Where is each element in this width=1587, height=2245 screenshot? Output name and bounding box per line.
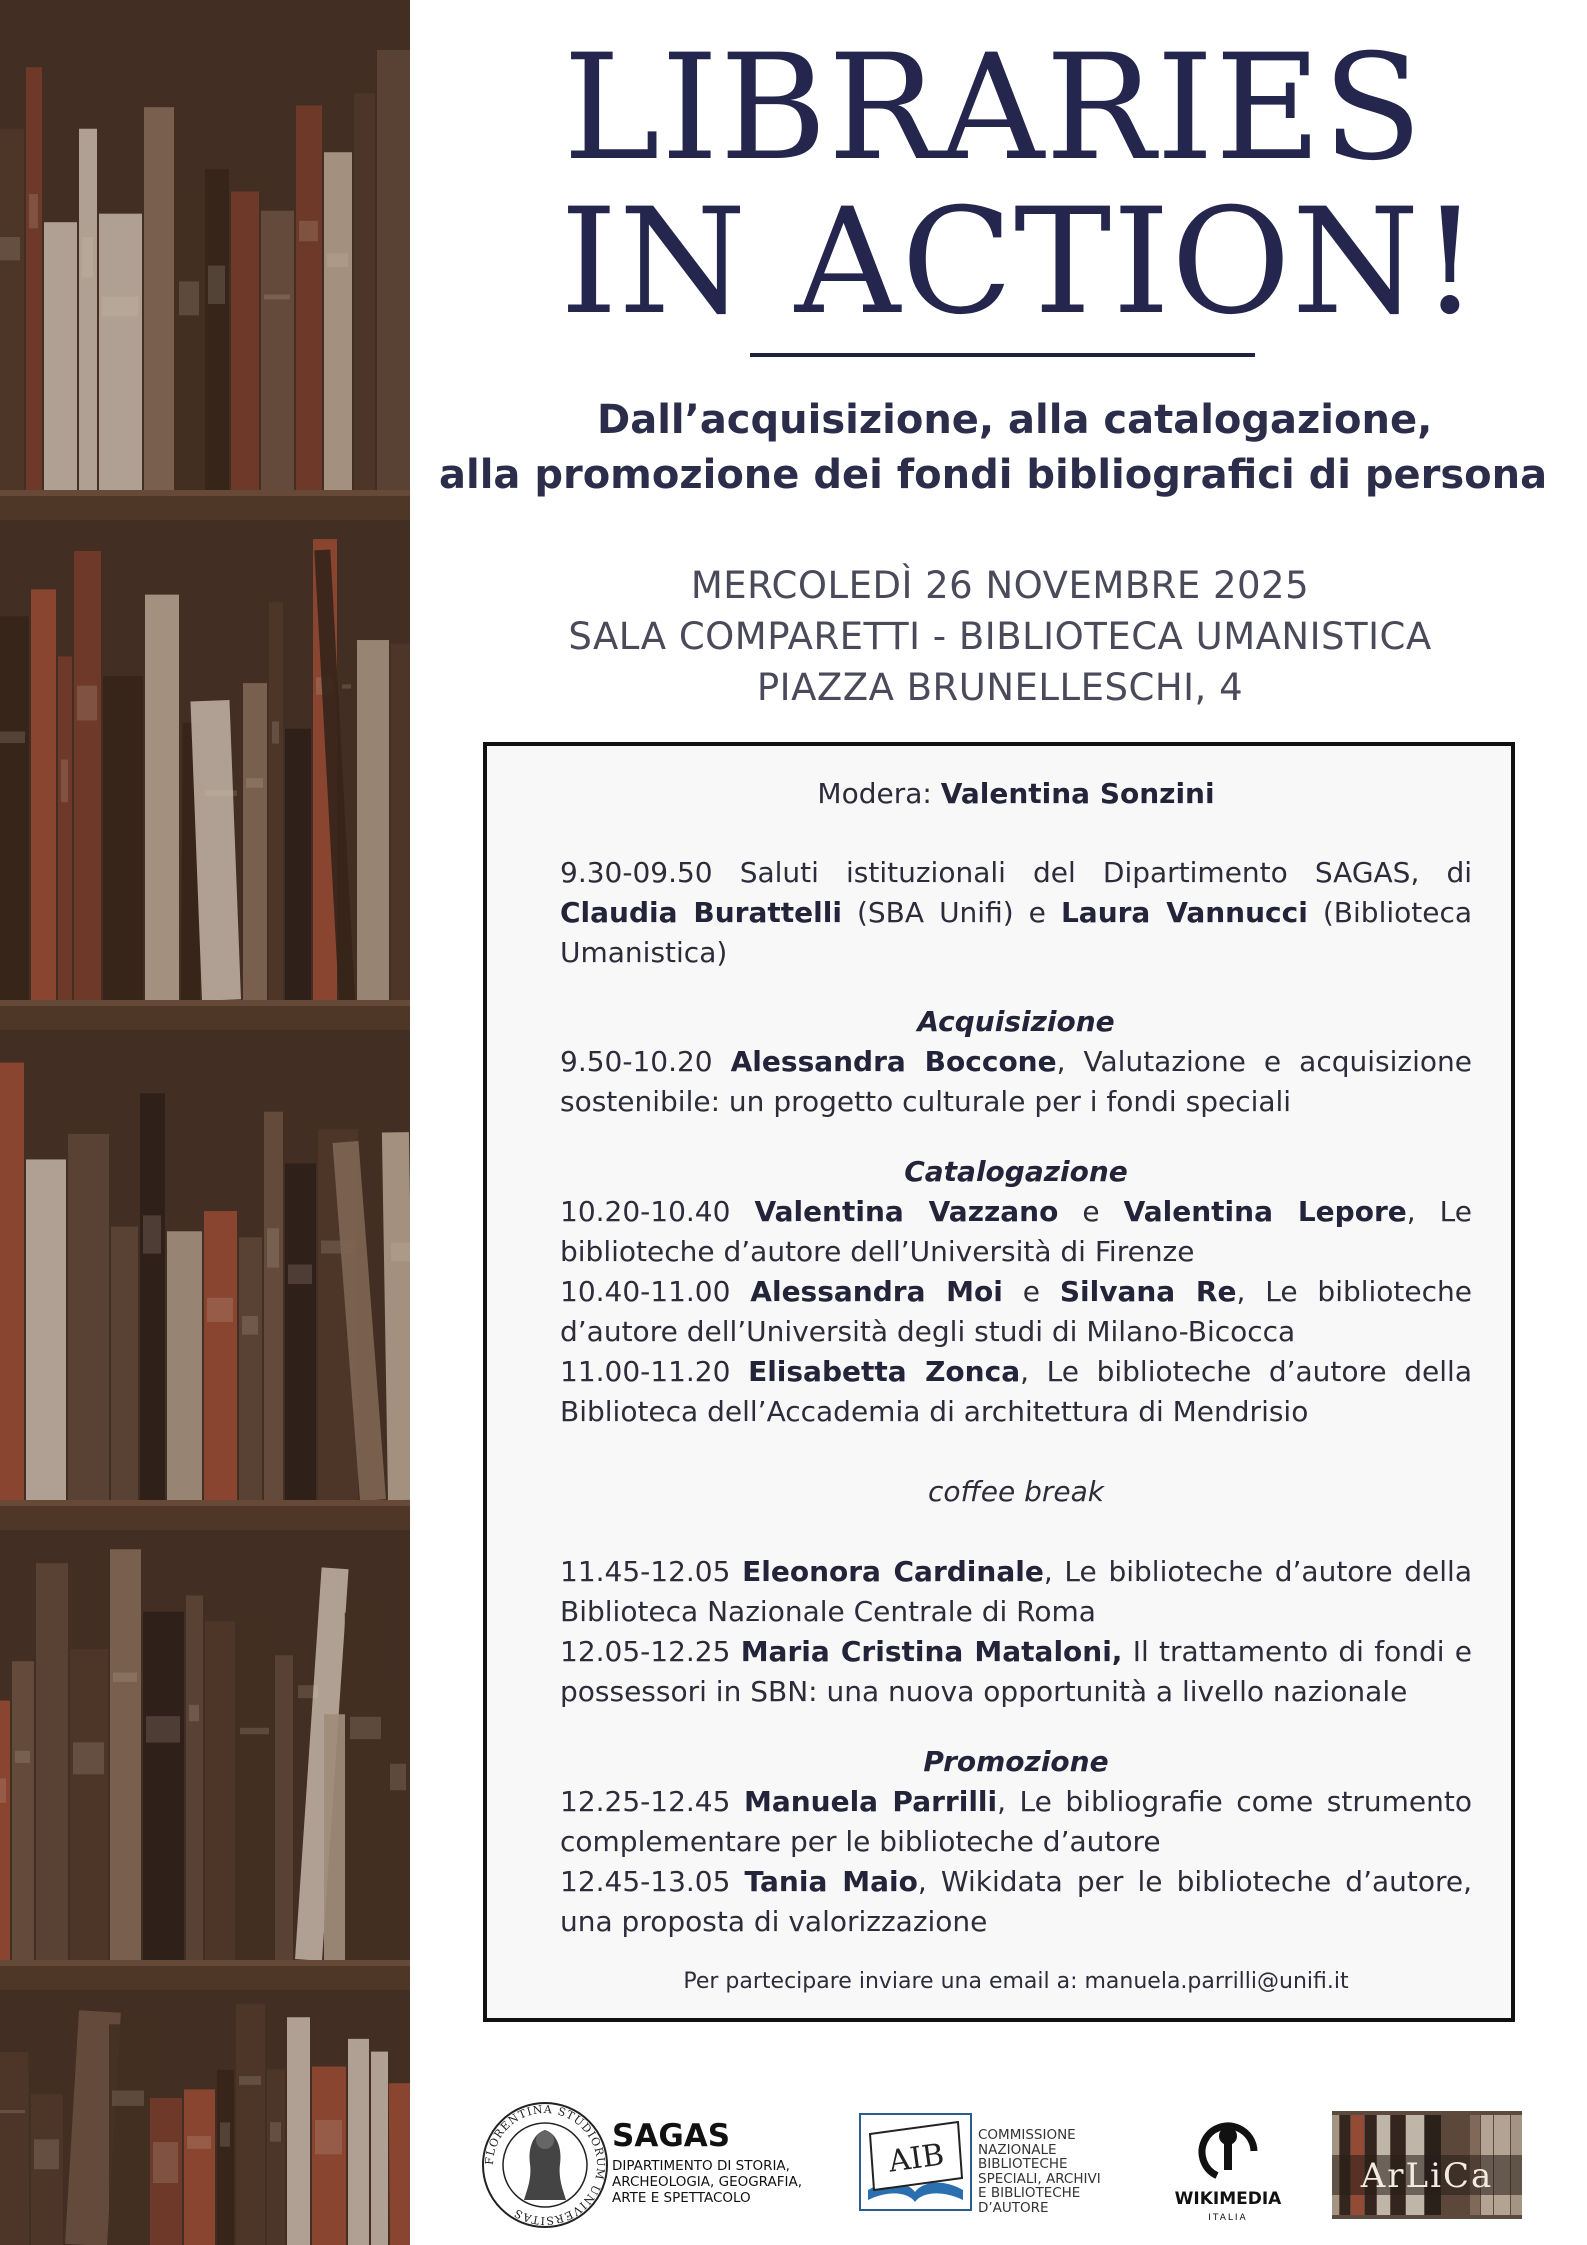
wikimedia-name: WIKIMEDIA [1174,2189,1282,2209]
talk-6-line-2: possessori in SBN: una nuova opportunità a livello nazionale [560,1675,1408,1708]
section-heading-acquisition: Acquisizione [917,1005,1115,1038]
talk-speaker: Alessandra Boccone [730,1045,1057,1078]
talk-4-line-1 [560,1352,1472,1392]
sagas-subtitle-line: DIPARTIMENTO DI STORIA, [612,2158,790,2174]
talk-text: , Le biblioteche d’autore della [1020,1355,1472,1388]
talk-7-line-2: complementare per le biblioteche d’autore [560,1825,1161,1858]
talk-text: , Le biblioteche [1236,1275,1473,1308]
moderator-label: Modera: [817,777,941,810]
talk-text: Il trattamento di fondi e [1122,1635,1472,1668]
talk-3-line-2: d’autore dell’Università degli studi di Milano-Bicocca [560,1315,1296,1348]
talk-8-line-2: una proposta di valorizzazione [560,1905,988,1938]
arlica-logo [1332,2111,1522,2219]
talk-time: 10.40-11.00 [560,1275,751,1308]
aib-text-line: BIBLIOTECHE [978,2156,1068,2172]
talk-text: , Le bibliografie come strumento [997,1785,1472,1818]
welcome-line-1 [560,853,1472,893]
sagas-logo-subtitle [612,2158,822,2206]
talk-time: 12.05-12.25 [560,1635,741,1668]
section-heading-promotion: Promozione [923,1745,1109,1778]
title-line-2: IN ACTION! [560,177,1481,347]
talk-text: e [1058,1195,1124,1228]
aib-text-line: D’AUTORE [978,2199,1049,2216]
event-venue: SALA COMPARETTI - BIBLIOTECA UMANISTICA [568,615,1432,658]
talk-5-line-2: Biblioteca Nazionale Centrale di Roma [560,1595,1096,1628]
aib-mark: AIB [886,2137,947,2180]
welcome-speaker-2: Laura Vannucci [1060,896,1308,929]
talk-7-line-1 [560,1782,1472,1822]
event-date: MERCOLEDÌ 26 NOVEMBRE 2025 [690,564,1310,607]
talk-speaker: Silvana Re [1059,1275,1237,1308]
welcome-text: (SBA Unifi) e [841,896,1061,929]
aib-text-line: SPECIALI, ARCHIVI [978,2170,1101,2187]
aib-text-line: NAZIONALE [978,2141,1057,2158]
arlica-name: ArLiCa [1360,2156,1494,2196]
unifi-seal-text: FLORENTINA STUDIORUM UNIVERSITAS [482,2102,608,2228]
talk-text: , Wikidata per le biblioteche d’autore, [917,1865,1473,1898]
program-box [483,742,1515,2022]
subtitle-line-1: Dall’acquisizione, alla catalogazione, [597,397,1433,443]
talk-speaker: Tania Maio [744,1865,918,1898]
talk-speaker: Elisabetta Zonca [748,1355,1021,1388]
coffee-break: coffee break [928,1475,1104,1508]
talk-5-line-1 [560,1552,1472,1592]
talk-6-line-1 [560,1632,1472,1672]
talk-time: 12.45-13.05 [560,1865,745,1898]
sagas-logo-title: SAGAS [612,2118,731,2154]
talk-time: 9.50-10.20 [560,1045,731,1078]
wikimedia-italia-logo [1168,2118,1288,2228]
talk-speaker: Valentina Lepore [1123,1195,1407,1228]
talk-8-line-1 [560,1862,1472,1902]
aib-logo-text [978,2128,1138,2215]
welcome-line-3: Umanistica) [560,936,728,969]
title-line-1: LIBRARIES [563,23,1424,193]
talk-time: 12.25-12.45 [560,1785,744,1818]
wikimedia-country: ITALIA [1208,2213,1248,2223]
talk-2-line-2: biblioteche d’autore dell’Università di Firenze [560,1235,1195,1268]
talk-time: 10.20-10.40 [560,1195,755,1228]
aib-logo [858,2112,973,2212]
talk-speaker: Eleonora Cardinale [742,1555,1044,1588]
bookshelf-photo [0,0,410,2245]
talk-2-line-1 [560,1192,1472,1232]
subtitle-line-2: alla promozione dei fondi bibliografici di persona [439,452,1548,498]
talk-speaker: Alessandra Moi [750,1275,1003,1308]
talk-speaker: Manuela Parrilli [743,1785,998,1818]
talk-3-line-1 [560,1272,1472,1312]
aib-text-line: E BIBLIOTECHE [978,2185,1081,2201]
sagas-subtitle-line: ARTE E SPETTACOLO [612,2190,751,2206]
bookshelf-illustration [0,0,410,2245]
sagas-subtitle-line: ARCHEOLOGIA, GEOGRAFIA, [612,2174,803,2190]
welcome-time: 9.30-09.50 [560,856,713,889]
unifi-seal-logo [480,2100,610,2230]
moderator-name: Valentina Sonzini [940,777,1215,810]
welcome-line-2 [560,893,1472,933]
talk-speaker: Valentina Vazzano [754,1195,1059,1228]
talk-4-line-2: Biblioteca dell’Accademia di architettura di Mendrisio [560,1395,1309,1428]
talk-time: 11.00-11.20 [560,1355,749,1388]
talk-speaker: Maria Cristina Mataloni, [740,1635,1123,1668]
talk-text: , Valutazione e acquisizione [1056,1045,1472,1078]
welcome-speaker-1: Claudia Burattelli [560,896,842,929]
welcome-text: (Biblioteca [1307,896,1473,929]
talk-text: , Le biblioteche d’autore della [1043,1555,1472,1588]
welcome-text: Saluti istituzionali del Dipartimento SAGAS, di [712,856,1472,889]
talk-time: 11.45-12.05 [560,1555,743,1588]
moderator-line [560,774,1472,814]
talk-text: , Le [1406,1195,1472,1228]
talk-text: e [1002,1275,1060,1308]
section-heading-cataloguing: Catalogazione [904,1155,1128,1188]
registration-info: Per partecipare inviare una email a: manuela.parrilli@unifi.it [683,1969,1349,1994]
event-address: PIAZZA BRUNELLESCHI, 4 [756,666,1244,709]
aib-text-line: COMMISSIONE [978,2127,1076,2143]
title-divider [750,353,1255,357]
talk-1-line-1 [560,1042,1472,1082]
talk-1-line-2: sostenibile: un progetto culturale per i fondi speciali [560,1085,1292,1118]
